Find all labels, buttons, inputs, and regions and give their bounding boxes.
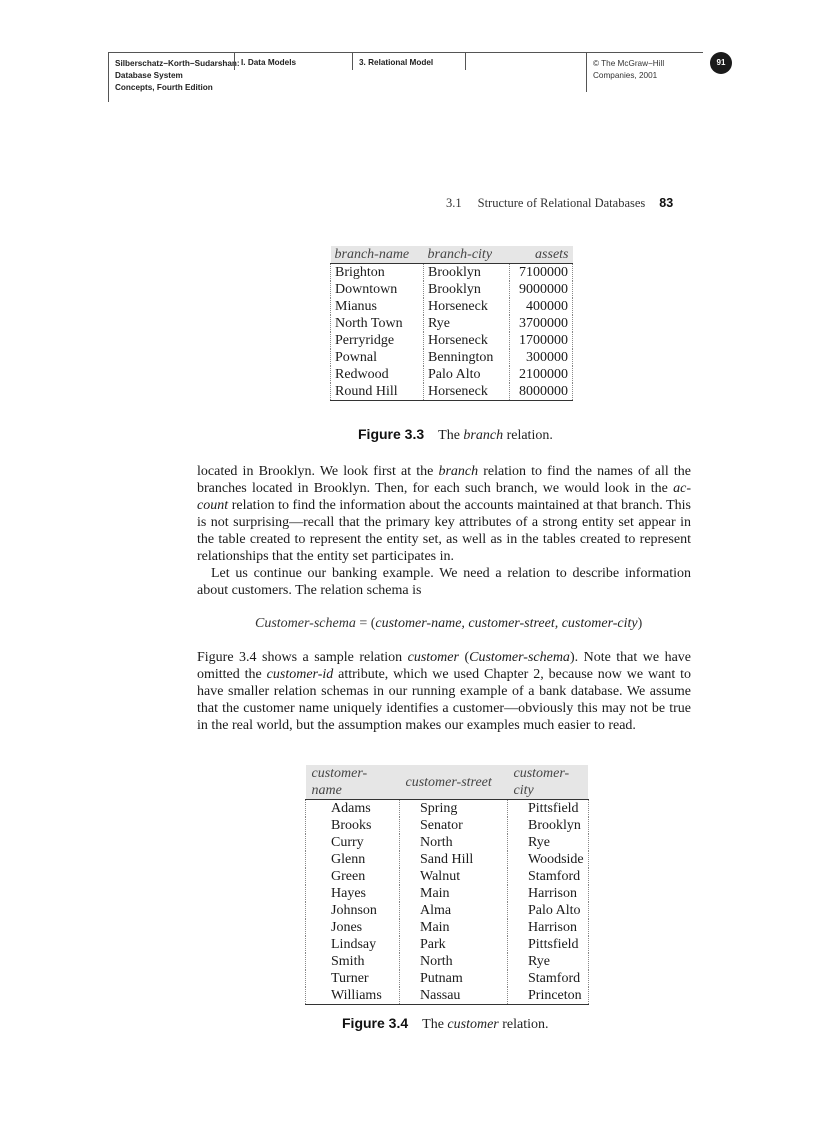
branch-relation-table xyxy=(330,246,573,401)
table-row xyxy=(306,817,589,834)
table-cell: Brooklyn xyxy=(424,281,510,298)
figure-label: Figure 3.3 xyxy=(358,426,425,442)
book-header xyxy=(108,50,738,110)
paragraph-text: relation to find the names of all the branches located in Brooklyn. Then, for each such branch, we would look in the xyxy=(197,464,691,496)
table-cell: Princeton xyxy=(508,987,589,1005)
page-number: 83 xyxy=(659,196,674,210)
table-cell: Putnam xyxy=(400,970,508,987)
table-cell: Brighton xyxy=(331,264,424,282)
table-cell: Curry xyxy=(306,834,400,851)
table-row xyxy=(331,264,573,282)
body-paragraph xyxy=(197,565,691,599)
table-cell: Williams xyxy=(306,987,400,1005)
table-header-row xyxy=(331,246,573,264)
figure-3-4-caption xyxy=(342,1015,549,1033)
table-cell: Horseneck xyxy=(424,383,510,401)
table-cell: Harrison xyxy=(508,885,589,902)
table-cell: 2100000 xyxy=(510,366,573,383)
table-row xyxy=(306,800,589,818)
table-cell: Redwood xyxy=(331,366,424,383)
table-cell: Palo Alto xyxy=(424,366,510,383)
table-cell: Glenn xyxy=(306,851,400,868)
header-book-line1: Silberschatz−Korth−Sudarshan: xyxy=(115,59,240,68)
column-header: branch-name xyxy=(331,246,424,264)
caption-text: The xyxy=(422,1017,448,1032)
table-cell: Rye xyxy=(508,834,589,851)
table-row xyxy=(331,366,573,383)
header-empty-cell xyxy=(465,52,585,70)
table-cell: 8000000 xyxy=(510,383,573,401)
body-paragraph xyxy=(197,649,691,734)
table-cell: Palo Alto xyxy=(508,902,589,919)
table-cell: Brooks xyxy=(306,817,400,834)
header-publisher xyxy=(586,52,704,92)
table-cell: Hayes xyxy=(306,885,400,902)
table-cell: Spring xyxy=(400,800,508,818)
table-row xyxy=(331,281,573,298)
table-row xyxy=(331,298,573,315)
section-number: 3.1 xyxy=(446,196,462,210)
customer-schema-formula xyxy=(255,616,642,632)
column-header: assets xyxy=(510,246,573,264)
paragraph-text: ). Note that we have omitted the xyxy=(197,650,692,682)
formula-lhs: Customer-schema xyxy=(255,616,356,631)
table-cell: Sand Hill xyxy=(400,851,508,868)
paragraph-emphasis: branch xyxy=(438,464,479,479)
column-header: customer-street xyxy=(400,765,508,800)
column-header: customer-name xyxy=(306,765,400,800)
header-publisher-line1: © The McGraw−Hill xyxy=(593,59,665,68)
caption-text: The xyxy=(438,428,464,443)
table-cell: Alma xyxy=(400,902,508,919)
paragraph-text: located in Brooklyn. We look first at the xyxy=(197,464,439,479)
table-row xyxy=(306,953,589,970)
paragraph-emphasis: ac-count xyxy=(197,481,691,513)
table-cell: Horseneck xyxy=(424,332,510,349)
figure-label: Figure 3.4 xyxy=(342,1015,409,1031)
table-cell: North Town xyxy=(331,315,424,332)
table-cell: Downtown xyxy=(331,281,424,298)
formula-close: ) xyxy=(637,616,643,631)
table-cell: Bennington xyxy=(424,349,510,366)
table-cell: Turner xyxy=(306,970,400,987)
paragraph-text: Figure 3.4 shows a sample relation xyxy=(197,650,408,665)
table-row xyxy=(331,332,573,349)
table-cell: 7100000 xyxy=(510,264,573,282)
table-cell: Smith xyxy=(306,953,400,970)
table-cell: Rye xyxy=(424,315,510,332)
page-number-badge: 91 xyxy=(710,52,732,74)
table-cell: North xyxy=(400,834,508,851)
table-cell: Park xyxy=(400,936,508,953)
paragraph-emphasis: Customer-schema xyxy=(469,650,570,665)
formula-attributes: customer-name, customer-street, customer-city xyxy=(375,616,638,631)
table-row xyxy=(306,902,589,919)
table-row xyxy=(306,834,589,851)
header-part: I. Data Models xyxy=(234,52,352,70)
table-row xyxy=(331,349,573,366)
header-book-title xyxy=(108,52,240,102)
table-cell: Pittsfield xyxy=(508,800,589,818)
column-header: branch-city xyxy=(424,246,510,264)
table-cell: Main xyxy=(400,885,508,902)
header-chapter: 3. Relational Model xyxy=(352,52,464,70)
table-cell: Pownal xyxy=(331,349,424,366)
table-row xyxy=(306,885,589,902)
table-row xyxy=(331,315,573,332)
figure-3-3-caption xyxy=(358,426,553,444)
table-cell: Perryridge xyxy=(331,332,424,349)
paragraph-emphasis: customer-id xyxy=(266,667,334,682)
header-book-line2: Database System xyxy=(115,71,183,80)
table-cell: Brooklyn xyxy=(508,817,589,834)
table-cell: Walnut xyxy=(400,868,508,885)
section-title: Structure of Relational Databases xyxy=(477,196,646,210)
paragraph-text: relation to find the information about the accounts maintained at that branch. This is not surprising—recall that the primary key attributes of a strong entity set appear in the table created to represent the entity set, as well as in the tables created to represent relationships that the entity set participates in. xyxy=(197,498,691,564)
body-paragraph xyxy=(197,463,691,565)
table-cell: Mianus xyxy=(331,298,424,315)
header-book-line3: Concepts, Fourth Edition xyxy=(115,83,213,92)
table-row xyxy=(306,936,589,953)
running-head xyxy=(446,196,673,211)
table-cell: Horseneck xyxy=(424,298,510,315)
table-cell: 300000 xyxy=(510,349,573,366)
caption-text: relation. xyxy=(503,428,553,443)
table-row xyxy=(306,851,589,868)
table-cell: 3700000 xyxy=(510,315,573,332)
table-cell: 400000 xyxy=(510,298,573,315)
paragraph-emphasis: customer xyxy=(407,650,459,665)
table-cell: Brooklyn xyxy=(424,264,510,282)
table-cell: Main xyxy=(400,919,508,936)
table-cell: Rye xyxy=(508,953,589,970)
table-cell: 1700000 xyxy=(510,332,573,349)
table-cell: Pittsfield xyxy=(508,936,589,953)
paragraph-text: attribute, which we used Chapter 2, because now we want to have smaller relation schemas in our running example of a bank database. We assume that the customer name uniquely identifies a customer—obviously this may not be true in the real world, but the assumption makes our examples much easier to read. xyxy=(197,667,691,733)
table-cell: Nassau xyxy=(400,987,508,1005)
table-cell: Round Hill xyxy=(331,383,424,401)
caption-text: relation. xyxy=(498,1017,549,1032)
caption-emphasis: customer xyxy=(447,1017,499,1032)
paragraph-text: Let us continue our banking example. We need a relation to describe information about customers. The relation schema is xyxy=(197,566,691,598)
customer-relation-table xyxy=(305,765,589,1005)
formula-equals: = ( xyxy=(355,616,376,631)
table-cell: Woodside xyxy=(508,851,589,868)
table-cell: Stamford xyxy=(508,970,589,987)
table-row xyxy=(331,383,573,401)
table-cell: 9000000 xyxy=(510,281,573,298)
table-header-row xyxy=(306,765,589,800)
table-cell: Adams xyxy=(306,800,400,818)
paragraph-text: ( xyxy=(458,650,470,665)
table-row xyxy=(306,868,589,885)
table-row xyxy=(306,919,589,936)
table-cell: Johnson xyxy=(306,902,400,919)
table-cell: Jones xyxy=(306,919,400,936)
caption-emphasis: branch xyxy=(463,428,504,443)
header-publisher-line2: Companies, 2001 xyxy=(593,71,658,80)
table-row xyxy=(306,987,589,1005)
table-cell: Stamford xyxy=(508,868,589,885)
table-cell: Lindsay xyxy=(306,936,400,953)
table-cell: Senator xyxy=(400,817,508,834)
table-cell: Green xyxy=(306,868,400,885)
column-header: customer-city xyxy=(508,765,589,800)
table-row xyxy=(306,970,589,987)
table-cell: North xyxy=(400,953,508,970)
table-cell: Harrison xyxy=(508,919,589,936)
